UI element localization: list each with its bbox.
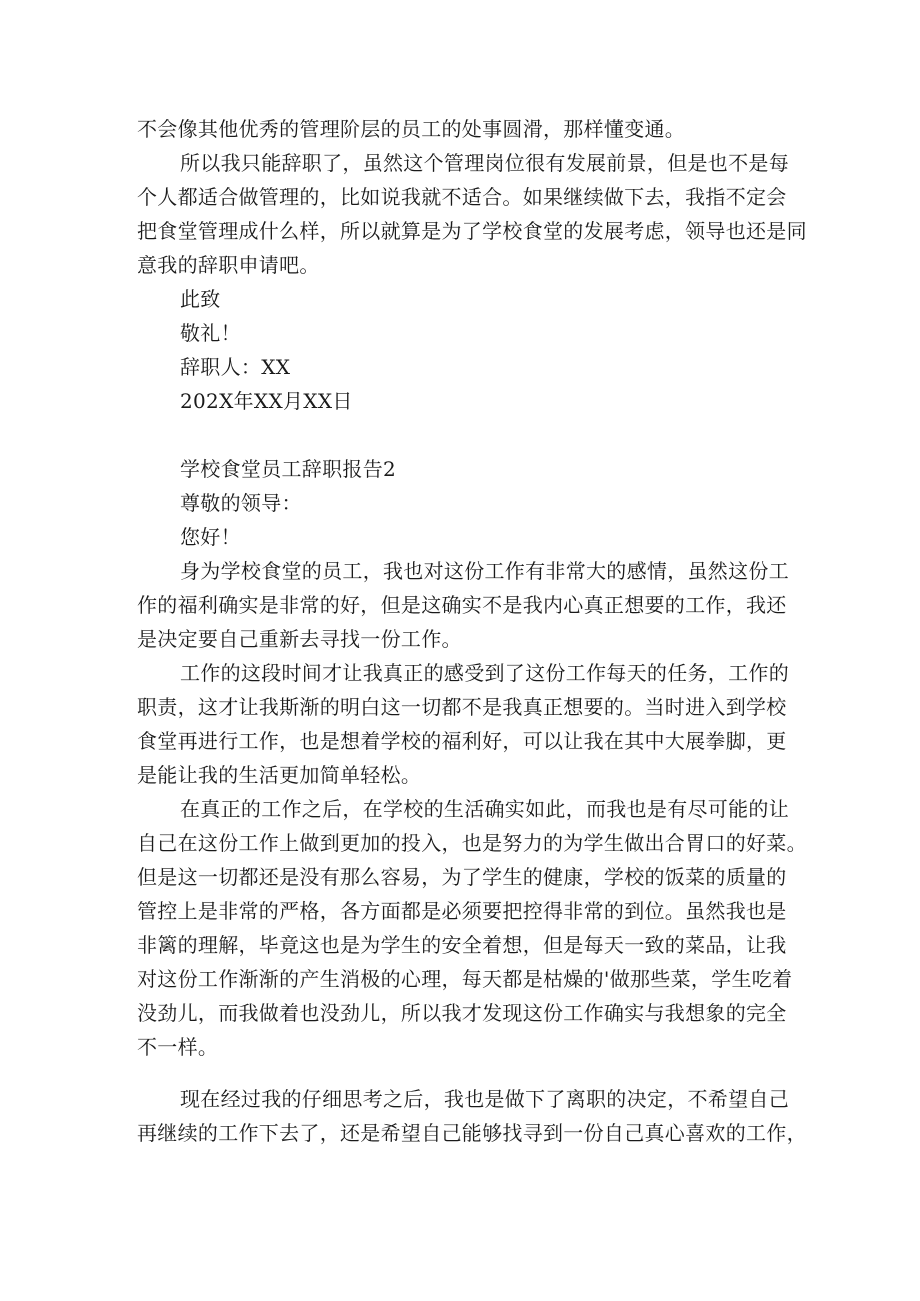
- salute-text: 敬礼！: [180, 321, 241, 345]
- paragraph-line: 非篱的理解，毕竟这也是为学生的安全着想，但是每天一致的菜品，让我: [137, 933, 787, 957]
- addressee-text: 尊敬的领导：: [180, 491, 302, 515]
- paragraph-line: 管控上是非常的严格，各方面都是必须要把控得非常的到位。虽然我也是: [137, 899, 787, 923]
- paragraph-line: 食堂再进行工作，也是想着学校的福利好，可以让我在其中大展拳脚，更: [137, 729, 787, 753]
- paragraph-line: 对这份工作渐渐的产生消极的心理，每天都是枯燥的'做那些菜，学生吃着: [137, 967, 793, 991]
- paragraph-line: 在真正的工作之后，在学校的生活确实如此，而我也是有尽可能的让: [180, 797, 789, 821]
- paragraph-line: 自己在这份工作上做到更加的投入，也是努力的为学生做出合胃口的好菜。: [137, 831, 807, 855]
- date-text: 202X年XX月XX日: [180, 389, 353, 413]
- paragraph-line: 但是这一切都还是没有那么容易，为了学生的健康，学校的饭菜的质量的: [137, 865, 787, 889]
- letter-title: 学校食堂员工辞职报告2: [180, 457, 397, 481]
- paragraph-line: 意我的辞职申请吧。: [137, 253, 320, 277]
- paragraph-line: 职责，这才让我斯渐的明白这一切都不是我真正想要的。当时进入到学校: [137, 695, 787, 719]
- paragraph-line: 不会像其他优秀的管理阶层的员工的处事圆滑，那样懂变通。: [137, 117, 686, 141]
- paragraph-line: 作的福利确实是非常的好，但是这确实不是我内心真正想要的工作，我还: [137, 593, 787, 617]
- paragraph-line: 工作的这段时间才让我真正的感受到了这份工作每天的任务，工作的: [180, 661, 789, 685]
- paragraph-line: 不一样。: [137, 1035, 219, 1059]
- paragraph-line: 是决定要自己重新去寻找一份工作。: [137, 627, 462, 651]
- paragraph-line: 身为学校食堂的员工，我也对这份工作有非常大的感情，虽然这份工: [180, 559, 789, 583]
- paragraph-line: 个人都适合做管理的，比如说我就不适合。如果继续做下去，我指不定会: [137, 185, 787, 209]
- signer-text: 辞职人：XX: [180, 355, 291, 379]
- paragraph-line: 把食堂管理成什么样，所以就算是为了学校食堂的发展考虑，领导也还是同: [137, 219, 807, 243]
- paragraph-line: 所以我只能辞职了，虽然这个管理岗位很有发展前景，但是也不是每: [180, 151, 789, 175]
- paragraph-line: 现在经过我的仔细思考之后，我也是做下了离职的决定，不希望自己: [180, 1087, 789, 1111]
- greeting-text: 您好！: [180, 525, 241, 549]
- paragraph-line: 是能让我的生活更加简单轻松。: [137, 763, 422, 787]
- paragraph-line: 再继续的工作下去了，还是希望自己能够找寻到一份自己真心喜欢的工作，: [137, 1121, 807, 1145]
- closing-text: 此致: [180, 287, 221, 311]
- paragraph-line: 没劲儿，而我做着也没劲儿，所以我才发现这份工作确实与我想象的完全: [137, 1001, 787, 1025]
